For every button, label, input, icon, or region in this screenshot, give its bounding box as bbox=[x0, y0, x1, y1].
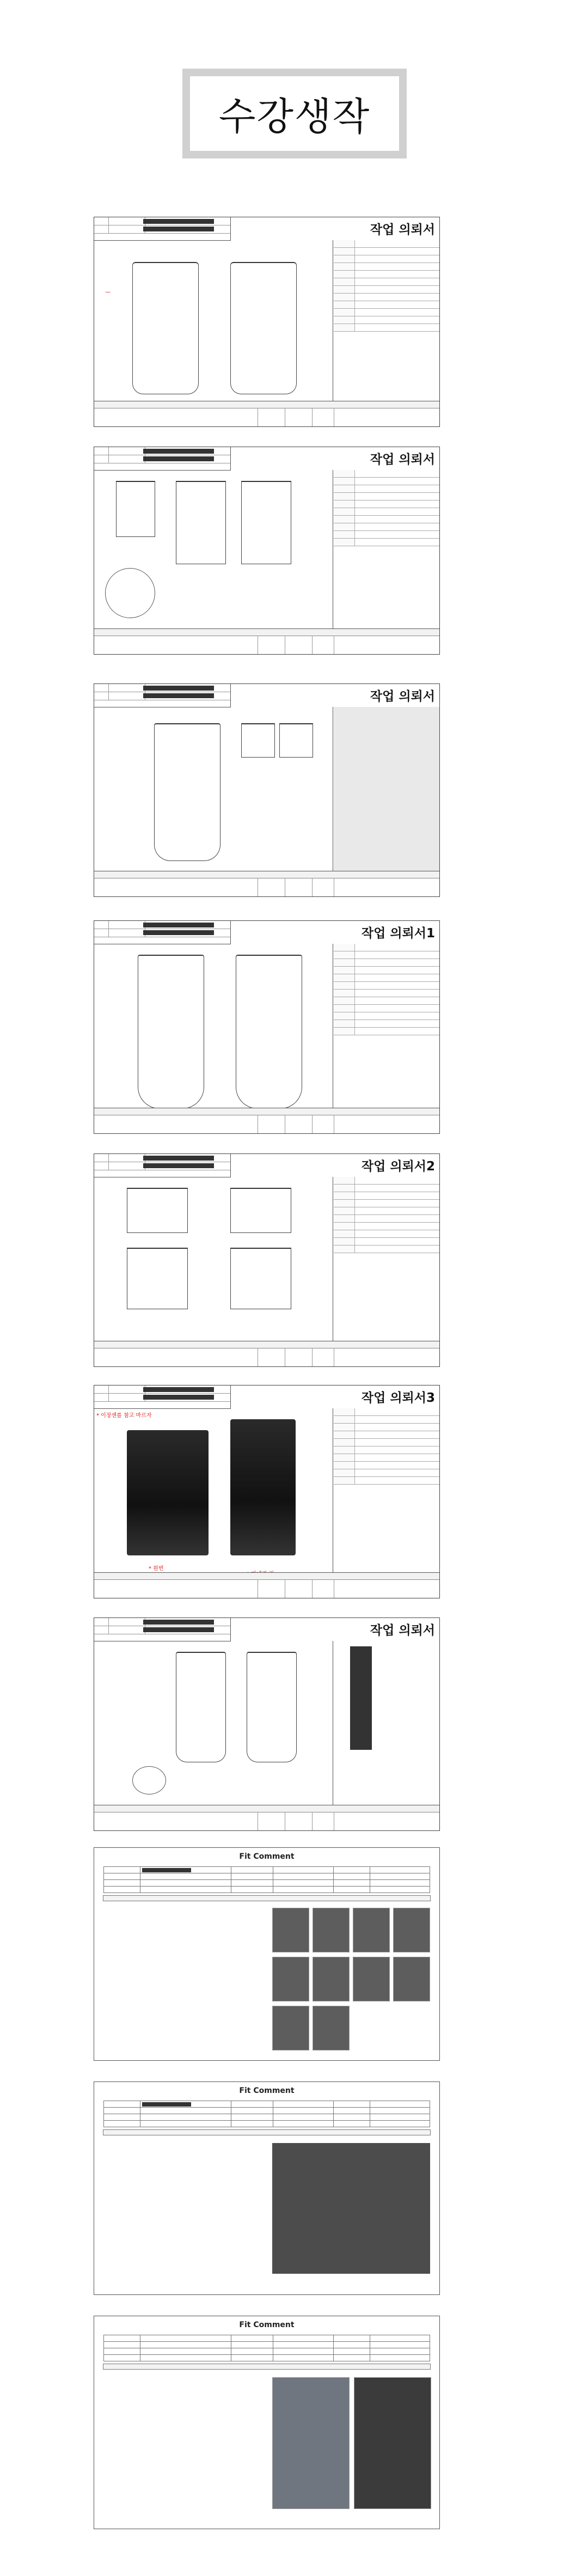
fit-comment-sheet-2 bbox=[94, 2081, 440, 2295]
spec-table bbox=[334, 470, 439, 629]
garment-photo-mannequin bbox=[230, 1419, 296, 1555]
sheet-title: 작업 의뢰서 bbox=[370, 1623, 435, 1638]
banner-title: 수강생작 bbox=[190, 76, 399, 151]
sheet-title: 작업 의뢰서 bbox=[370, 223, 435, 237]
sheet-title: 작업 의뢰서2 bbox=[361, 1159, 435, 1174]
sheet-header bbox=[94, 1385, 231, 1409]
photo-area bbox=[94, 1408, 333, 1573]
flat-sketch bbox=[94, 470, 333, 629]
work-order-sheet-2 bbox=[94, 447, 440, 655]
sheet-header bbox=[94, 684, 231, 707]
fit-info-table bbox=[103, 2101, 430, 2127]
sheet-title: 작업 의뢰서 bbox=[370, 689, 435, 704]
fit-comment-sheet-1 bbox=[94, 1847, 440, 2061]
sheet-footer bbox=[94, 1341, 439, 1366]
spec-panel bbox=[334, 707, 439, 871]
fit-comment-sheet-3 bbox=[94, 2316, 440, 2529]
note-top: * 이장센를 참고 마르자 bbox=[96, 1413, 152, 1419]
flat-sketch bbox=[94, 707, 333, 871]
work-order-sheet-4 bbox=[94, 920, 440, 1134]
work-order-sheet-7 bbox=[94, 1617, 440, 1831]
garment-photo-flat bbox=[127, 1430, 209, 1555]
sheet-footer bbox=[94, 871, 439, 896]
header-banner bbox=[182, 69, 407, 158]
fit-title: Fit Comment bbox=[239, 2321, 295, 2329]
work-order-sheet-1 bbox=[94, 217, 440, 427]
spec-table bbox=[334, 240, 439, 401]
flat-sketch bbox=[94, 1177, 333, 1341]
fit-info-table bbox=[103, 2335, 430, 2361]
work-order-sheet-5 bbox=[94, 1153, 440, 1367]
sheet-footer bbox=[94, 628, 439, 654]
sheet-header bbox=[94, 217, 231, 241]
fit-photos bbox=[272, 1908, 430, 2055]
fit-title: Fit Comment bbox=[239, 1852, 295, 1861]
fit-title: Fit Comment bbox=[239, 2086, 295, 2095]
fit-info-table bbox=[103, 1866, 430, 1893]
sheet-header bbox=[94, 447, 231, 471]
note-left: * 원번 bbox=[149, 1566, 164, 1572]
flat-sketch bbox=[94, 1641, 333, 1805]
spec-table bbox=[334, 1641, 439, 1805]
sheet-title: 작업 의뢰서3 bbox=[361, 1391, 435, 1405]
work-order-sheet-3 bbox=[94, 683, 440, 897]
fit-photos bbox=[272, 2377, 430, 2508]
sheet-footer bbox=[94, 401, 439, 426]
sheet-footer bbox=[94, 1108, 439, 1133]
spec-table bbox=[334, 1408, 439, 1573]
sheet-footer bbox=[94, 1572, 439, 1598]
sheet-title: 작업 의뢰서1 bbox=[361, 926, 435, 941]
fit-photo bbox=[272, 2143, 430, 2274]
sheet-header bbox=[94, 1618, 231, 1641]
sheet-header bbox=[94, 921, 231, 944]
flat-sketch: — bbox=[94, 240, 333, 401]
spec-table bbox=[334, 1177, 439, 1341]
sheet-title: 작업 의뢰서 bbox=[370, 453, 435, 467]
sheet-header bbox=[94, 1154, 231, 1177]
spec-table bbox=[334, 944, 439, 1108]
work-order-sheet-6 bbox=[94, 1385, 440, 1598]
sheet-footer bbox=[94, 1805, 439, 1830]
flat-sketch bbox=[94, 944, 333, 1108]
